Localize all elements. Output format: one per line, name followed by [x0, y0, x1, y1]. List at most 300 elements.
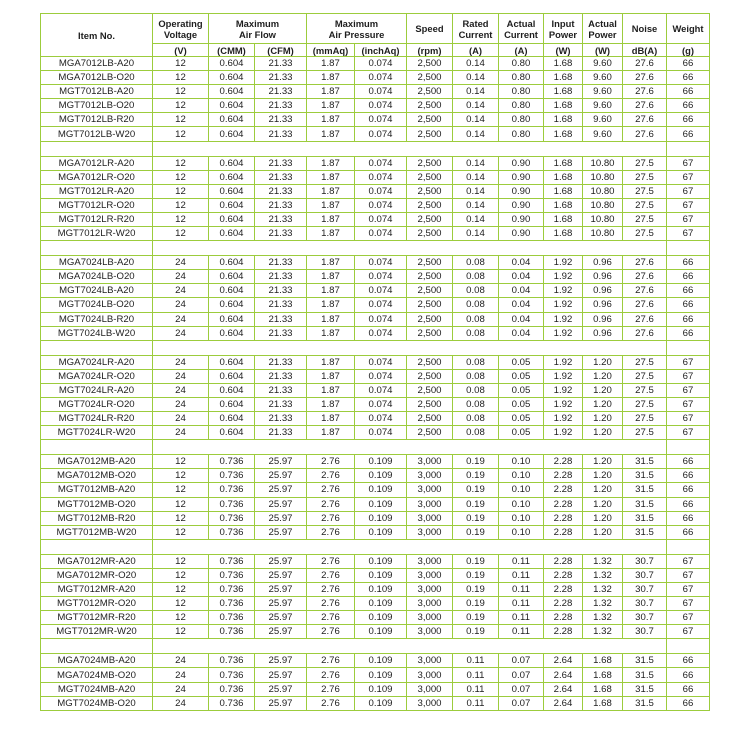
unit-voltage: (V) — [153, 44, 209, 57]
cell-noise: 27.6 — [623, 270, 667, 284]
cell-speed: 3,000 — [407, 583, 453, 597]
cell-actual-current: 0.10 — [499, 525, 544, 539]
separator-cell — [453, 340, 499, 355]
cell-pressure-inchaq: 0.074 — [355, 113, 407, 127]
cell-rated-current: 0.19 — [453, 525, 499, 539]
cell-actual-power: 9.60 — [583, 99, 623, 113]
cell-pressure-inchaq: 0.074 — [355, 355, 407, 369]
cell-airflow-cmm: 0.604 — [209, 355, 255, 369]
separator-cell — [667, 539, 710, 554]
cell-input-power: 1.68 — [544, 212, 583, 226]
separator-cell — [41, 440, 153, 455]
cell-pressure-inchaq: 0.074 — [355, 369, 407, 383]
separator-cell — [623, 440, 667, 455]
table-row — [41, 99, 710, 113]
cell-noise: 27.5 — [623, 170, 667, 184]
separator-cell — [41, 539, 153, 554]
separator-cell — [407, 340, 453, 355]
cell-airflow-cmm: 0.736 — [209, 554, 255, 568]
cell-weight: 66 — [667, 312, 710, 326]
cell-actual-current: 0.90 — [499, 212, 544, 226]
separator-cell — [41, 141, 153, 156]
cell-airflow-cfm: 25.97 — [255, 668, 307, 682]
separator-cell — [307, 440, 355, 455]
cell-noise: 31.5 — [623, 469, 667, 483]
cell-input-power: 1.68 — [544, 127, 583, 141]
cell-airflow-cmm: 0.604 — [209, 270, 255, 284]
cell-airflow-cmm: 0.604 — [209, 127, 255, 141]
cell-item-no: MGT7012LR-W20 — [41, 227, 153, 241]
cell-pressure-mmaq: 1.87 — [307, 212, 355, 226]
cell-input-power: 2.28 — [544, 525, 583, 539]
cell-weight: 66 — [667, 525, 710, 539]
cell-airflow-cfm: 25.97 — [255, 497, 307, 511]
cell-input-power: 1.92 — [544, 284, 583, 298]
cell-actual-current: 0.90 — [499, 184, 544, 198]
cell-noise: 27.6 — [623, 71, 667, 85]
cell-weight: 67 — [667, 611, 710, 625]
cell-pressure-mmaq: 1.87 — [307, 369, 355, 383]
cell-speed: 2,500 — [407, 57, 453, 71]
cell-noise: 30.7 — [623, 568, 667, 582]
cell-weight: 66 — [667, 511, 710, 525]
cell-pressure-inchaq: 0.109 — [355, 525, 407, 539]
separator-cell — [667, 241, 710, 256]
group-separator — [41, 639, 710, 654]
cell-rated-current: 0.19 — [453, 455, 499, 469]
cell-speed: 3,000 — [407, 611, 453, 625]
fan-spec-table — [40, 13, 710, 711]
cell-actual-power: 1.32 — [583, 568, 623, 582]
cell-speed: 3,000 — [407, 625, 453, 639]
cell-rated-current: 0.08 — [453, 412, 499, 426]
cell-actual-current: 0.04 — [499, 256, 544, 270]
cell-item-no: MGA7024MB-A20 — [41, 654, 153, 668]
cell-pressure-inchaq: 0.074 — [355, 312, 407, 326]
cell-weight: 67 — [667, 156, 710, 170]
cell-airflow-cfm: 21.33 — [255, 71, 307, 85]
cell-voltage: 12 — [153, 583, 209, 597]
cell-airflow-cmm: 0.736 — [209, 654, 255, 668]
separator-cell — [255, 340, 307, 355]
unit-input-power: (W) — [544, 44, 583, 57]
cell-rated-current: 0.19 — [453, 568, 499, 582]
table-row — [41, 426, 710, 440]
cell-actual-current: 0.80 — [499, 57, 544, 71]
cell-pressure-mmaq: 1.87 — [307, 412, 355, 426]
cell-airflow-cmm: 0.604 — [209, 256, 255, 270]
cell-weight: 67 — [667, 597, 710, 611]
table-row — [41, 284, 710, 298]
cell-actual-current: 0.80 — [499, 127, 544, 141]
cell-weight: 66 — [667, 127, 710, 141]
table-row — [41, 298, 710, 312]
cell-pressure-inchaq: 0.074 — [355, 156, 407, 170]
cell-voltage: 24 — [153, 426, 209, 440]
table-row — [41, 71, 710, 85]
cell-speed: 3,000 — [407, 654, 453, 668]
cell-rated-current: 0.11 — [453, 654, 499, 668]
cell-rated-current: 0.14 — [453, 113, 499, 127]
table-row — [41, 156, 710, 170]
cell-actual-current: 0.07 — [499, 696, 544, 710]
cell-pressure-mmaq: 1.87 — [307, 113, 355, 127]
cell-weight: 66 — [667, 696, 710, 710]
cell-actual-power: 10.80 — [583, 170, 623, 184]
cell-speed: 3,000 — [407, 455, 453, 469]
cell-airflow-cfm: 21.33 — [255, 412, 307, 426]
cell-weight: 67 — [667, 554, 710, 568]
cell-noise: 27.6 — [623, 256, 667, 270]
separator-cell — [407, 141, 453, 156]
separator-cell — [307, 539, 355, 554]
cell-actual-power: 1.32 — [583, 611, 623, 625]
cell-input-power: 2.28 — [544, 568, 583, 582]
cell-noise: 30.7 — [623, 597, 667, 611]
cell-actual-power: 0.96 — [583, 312, 623, 326]
header-max-air-flow: Maximum Air Flow — [209, 14, 307, 44]
cell-pressure-mmaq: 1.87 — [307, 57, 355, 71]
cell-airflow-cfm: 21.33 — [255, 326, 307, 340]
cell-airflow-cfm: 21.33 — [255, 383, 307, 397]
separator-cell — [355, 440, 407, 455]
cell-rated-current: 0.14 — [453, 71, 499, 85]
table-row — [41, 554, 710, 568]
cell-speed: 2,500 — [407, 113, 453, 127]
table-row — [41, 483, 710, 497]
cell-item-no: MGT7012LB-R20 — [41, 113, 153, 127]
cell-speed: 2,500 — [407, 412, 453, 426]
cell-airflow-cfm: 25.97 — [255, 654, 307, 668]
cell-pressure-mmaq: 1.87 — [307, 99, 355, 113]
separator-cell — [583, 440, 623, 455]
cell-speed: 2,500 — [407, 270, 453, 284]
cell-actual-current: 0.10 — [499, 511, 544, 525]
cell-item-no: MGT7012MR-W20 — [41, 625, 153, 639]
cell-pressure-mmaq: 1.87 — [307, 270, 355, 284]
cell-weight: 67 — [667, 397, 710, 411]
cell-voltage: 24 — [153, 412, 209, 426]
cell-input-power: 1.92 — [544, 383, 583, 397]
cell-pressure-inchaq: 0.109 — [355, 597, 407, 611]
cell-pressure-mmaq: 2.76 — [307, 455, 355, 469]
cell-airflow-cmm: 0.604 — [209, 426, 255, 440]
unit-inchaq: (inchAq) — [355, 44, 407, 57]
cell-noise: 27.6 — [623, 312, 667, 326]
cell-pressure-mmaq: 2.76 — [307, 611, 355, 625]
cell-noise: 31.5 — [623, 696, 667, 710]
cell-pressure-mmaq: 1.87 — [307, 383, 355, 397]
cell-voltage: 24 — [153, 355, 209, 369]
cell-item-no: MGT7012MR-O20 — [41, 597, 153, 611]
cell-actual-power: 1.32 — [583, 625, 623, 639]
cell-actual-current: 0.05 — [499, 383, 544, 397]
cell-input-power: 1.68 — [544, 71, 583, 85]
table-row — [41, 568, 710, 582]
cell-speed: 3,000 — [407, 497, 453, 511]
cell-noise: 27.6 — [623, 284, 667, 298]
cell-airflow-cmm: 0.604 — [209, 412, 255, 426]
cell-airflow-cmm: 0.736 — [209, 583, 255, 597]
cell-rated-current: 0.14 — [453, 156, 499, 170]
cell-pressure-mmaq: 2.76 — [307, 497, 355, 511]
table-row — [41, 611, 710, 625]
cell-actual-power: 0.96 — [583, 270, 623, 284]
cell-pressure-inchaq: 0.074 — [355, 85, 407, 99]
cell-voltage: 12 — [153, 525, 209, 539]
cell-voltage: 12 — [153, 57, 209, 71]
cell-speed: 3,000 — [407, 525, 453, 539]
cell-actual-power: 0.96 — [583, 284, 623, 298]
table-row — [41, 184, 710, 198]
cell-noise: 30.7 — [623, 625, 667, 639]
cell-rated-current: 0.11 — [453, 668, 499, 682]
separator-cell — [407, 241, 453, 256]
table-row — [41, 469, 710, 483]
cell-item-no: MGA7012MR-A20 — [41, 554, 153, 568]
cell-input-power: 2.28 — [544, 469, 583, 483]
cell-speed: 2,500 — [407, 156, 453, 170]
cell-pressure-mmaq: 2.76 — [307, 654, 355, 668]
cell-airflow-cfm: 25.97 — [255, 554, 307, 568]
cell-pressure-inchaq: 0.109 — [355, 682, 407, 696]
cell-pressure-inchaq: 0.074 — [355, 298, 407, 312]
cell-item-no: MGT7012LR-A20 — [41, 184, 153, 198]
cell-weight: 66 — [667, 668, 710, 682]
cell-actual-current: 0.05 — [499, 369, 544, 383]
cell-input-power: 2.64 — [544, 682, 583, 696]
table-row — [41, 696, 710, 710]
cell-voltage: 24 — [153, 397, 209, 411]
cell-voltage: 12 — [153, 611, 209, 625]
cell-input-power: 1.68 — [544, 170, 583, 184]
table-row — [41, 113, 710, 127]
cell-pressure-inchaq: 0.074 — [355, 198, 407, 212]
cell-pressure-mmaq: 1.87 — [307, 298, 355, 312]
separator-cell — [307, 639, 355, 654]
cell-voltage: 24 — [153, 369, 209, 383]
cell-pressure-inchaq: 0.109 — [355, 511, 407, 525]
cell-voltage: 12 — [153, 625, 209, 639]
cell-input-power: 1.68 — [544, 198, 583, 212]
cell-rated-current: 0.08 — [453, 256, 499, 270]
cell-item-no: MGA7012MB-O20 — [41, 469, 153, 483]
cell-noise: 27.5 — [623, 198, 667, 212]
cell-item-no: MGT7012LR-O20 — [41, 198, 153, 212]
cell-item-no: MGT7012LB-A20 — [41, 85, 153, 99]
cell-item-no: MGT7024LR-W20 — [41, 426, 153, 440]
cell-noise: 31.5 — [623, 511, 667, 525]
cell-pressure-mmaq: 1.87 — [307, 397, 355, 411]
cell-speed: 3,000 — [407, 483, 453, 497]
cell-airflow-cfm: 21.33 — [255, 99, 307, 113]
cell-item-no: MGA7024LR-O20 — [41, 369, 153, 383]
cell-airflow-cmm: 0.604 — [209, 85, 255, 99]
cell-pressure-inchaq: 0.074 — [355, 412, 407, 426]
cell-rated-current: 0.08 — [453, 326, 499, 340]
cell-weight: 66 — [667, 99, 710, 113]
cell-rated-current: 0.19 — [453, 554, 499, 568]
cell-pressure-mmaq: 2.76 — [307, 469, 355, 483]
cell-rated-current: 0.19 — [453, 511, 499, 525]
cell-rated-current: 0.08 — [453, 312, 499, 326]
cell-speed: 2,500 — [407, 85, 453, 99]
separator-cell — [209, 639, 255, 654]
separator-cell — [209, 141, 255, 156]
cell-rated-current: 0.14 — [453, 227, 499, 241]
cell-pressure-mmaq: 2.76 — [307, 511, 355, 525]
cell-airflow-cfm: 25.97 — [255, 568, 307, 582]
separator-cell — [583, 241, 623, 256]
cell-pressure-inchaq: 0.109 — [355, 497, 407, 511]
cell-speed: 2,500 — [407, 227, 453, 241]
separator-cell — [583, 639, 623, 654]
cell-pressure-mmaq: 1.87 — [307, 198, 355, 212]
cell-actual-power: 1.20 — [583, 497, 623, 511]
header-max-air-pressure: Maximum Air Pressure — [307, 14, 407, 44]
table-row — [41, 668, 710, 682]
cell-weight: 67 — [667, 426, 710, 440]
cell-airflow-cfm: 21.33 — [255, 369, 307, 383]
header-actual-power: Actual Power — [583, 14, 623, 44]
cell-airflow-cmm: 0.736 — [209, 511, 255, 525]
separator-cell — [153, 440, 209, 455]
cell-pressure-inchaq: 0.074 — [355, 397, 407, 411]
cell-input-power: 1.68 — [544, 113, 583, 127]
cell-rated-current: 0.08 — [453, 397, 499, 411]
cell-airflow-cmm: 0.604 — [209, 113, 255, 127]
cell-actual-current: 0.80 — [499, 113, 544, 127]
cell-noise: 31.5 — [623, 654, 667, 668]
cell-speed: 3,000 — [407, 597, 453, 611]
cell-noise: 27.6 — [623, 298, 667, 312]
cell-airflow-cfm: 25.97 — [255, 611, 307, 625]
cell-noise: 27.6 — [623, 85, 667, 99]
separator-cell — [453, 639, 499, 654]
cell-item-no: MGA7012MR-O20 — [41, 568, 153, 582]
separator-cell — [153, 340, 209, 355]
cell-weight: 67 — [667, 184, 710, 198]
cell-actual-current: 0.90 — [499, 227, 544, 241]
cell-actual-power: 1.20 — [583, 511, 623, 525]
separator-cell — [623, 141, 667, 156]
cell-weight: 66 — [667, 455, 710, 469]
table-row — [41, 455, 710, 469]
cell-weight: 66 — [667, 326, 710, 340]
cell-airflow-cfm: 21.33 — [255, 426, 307, 440]
cell-pressure-inchaq: 0.074 — [355, 270, 407, 284]
cell-actual-power: 9.60 — [583, 127, 623, 141]
cell-airflow-cmm: 0.604 — [209, 57, 255, 71]
cell-speed: 2,500 — [407, 198, 453, 212]
group-separator — [41, 539, 710, 554]
cell-pressure-mmaq: 1.87 — [307, 326, 355, 340]
cell-pressure-inchaq: 0.074 — [355, 127, 407, 141]
cell-airflow-cfm: 21.33 — [255, 184, 307, 198]
cell-input-power: 2.64 — [544, 668, 583, 682]
cell-voltage: 24 — [153, 326, 209, 340]
cell-weight: 66 — [667, 298, 710, 312]
cell-item-no: MGT7024LR-A20 — [41, 383, 153, 397]
cell-voltage: 12 — [153, 156, 209, 170]
cell-pressure-inchaq: 0.109 — [355, 469, 407, 483]
cell-rated-current: 0.08 — [453, 383, 499, 397]
cell-actual-power: 10.80 — [583, 184, 623, 198]
cell-voltage: 24 — [153, 270, 209, 284]
group-separator — [41, 340, 710, 355]
cell-airflow-cfm: 21.33 — [255, 113, 307, 127]
separator-cell — [355, 141, 407, 156]
cell-weight: 66 — [667, 469, 710, 483]
cell-pressure-inchaq: 0.109 — [355, 568, 407, 582]
header-row-main — [41, 14, 710, 44]
separator-cell — [667, 440, 710, 455]
separator-cell — [667, 141, 710, 156]
cell-airflow-cmm: 0.736 — [209, 497, 255, 511]
cell-actual-power: 10.80 — [583, 156, 623, 170]
cell-actual-current: 0.11 — [499, 554, 544, 568]
cell-noise: 27.5 — [623, 184, 667, 198]
cell-item-no: MGA7024LR-A20 — [41, 355, 153, 369]
cell-voltage: 24 — [153, 696, 209, 710]
cell-actual-current: 0.05 — [499, 397, 544, 411]
cell-actual-current: 0.10 — [499, 455, 544, 469]
cell-rated-current: 0.08 — [453, 355, 499, 369]
cell-pressure-mmaq: 2.76 — [307, 583, 355, 597]
table-row — [41, 312, 710, 326]
cell-actual-power: 10.80 — [583, 212, 623, 226]
cell-airflow-cfm: 25.97 — [255, 625, 307, 639]
cell-pressure-inchaq: 0.074 — [355, 57, 407, 71]
cell-speed: 2,500 — [407, 212, 453, 226]
cell-actual-current: 0.05 — [499, 426, 544, 440]
cell-pressure-mmaq: 2.76 — [307, 597, 355, 611]
cell-weight: 67 — [667, 568, 710, 582]
cell-noise: 31.5 — [623, 525, 667, 539]
unit-rated-current: (A) — [453, 44, 499, 57]
cell-pressure-mmaq: 1.87 — [307, 156, 355, 170]
cell-airflow-cmm: 0.604 — [209, 227, 255, 241]
cell-weight: 66 — [667, 270, 710, 284]
cell-pressure-mmaq: 1.87 — [307, 71, 355, 85]
cell-pressure-mmaq: 1.87 — [307, 184, 355, 198]
cell-airflow-cmm: 0.604 — [209, 326, 255, 340]
header-noise: Noise — [623, 14, 667, 44]
cell-pressure-inchaq: 0.109 — [355, 625, 407, 639]
cell-actual-current: 0.05 — [499, 412, 544, 426]
cell-input-power: 2.28 — [544, 483, 583, 497]
cell-item-no: MGT7024MB-A20 — [41, 682, 153, 696]
cell-actual-power: 1.20 — [583, 355, 623, 369]
cell-weight: 67 — [667, 212, 710, 226]
cell-noise: 31.5 — [623, 497, 667, 511]
cell-weight: 66 — [667, 497, 710, 511]
separator-cell — [209, 241, 255, 256]
cell-airflow-cmm: 0.736 — [209, 455, 255, 469]
cell-rated-current: 0.08 — [453, 270, 499, 284]
cell-item-no: MGT7024LR-O20 — [41, 397, 153, 411]
cell-airflow-cfm: 21.33 — [255, 57, 307, 71]
separator-cell — [209, 539, 255, 554]
table-row — [41, 212, 710, 226]
separator-cell — [667, 340, 710, 355]
cell-input-power: 2.28 — [544, 554, 583, 568]
cell-weight: 66 — [667, 483, 710, 497]
cell-pressure-mmaq: 1.87 — [307, 227, 355, 241]
table-row — [41, 383, 710, 397]
cell-pressure-inchaq: 0.074 — [355, 212, 407, 226]
unit-rpm: (rpm) — [407, 44, 453, 57]
